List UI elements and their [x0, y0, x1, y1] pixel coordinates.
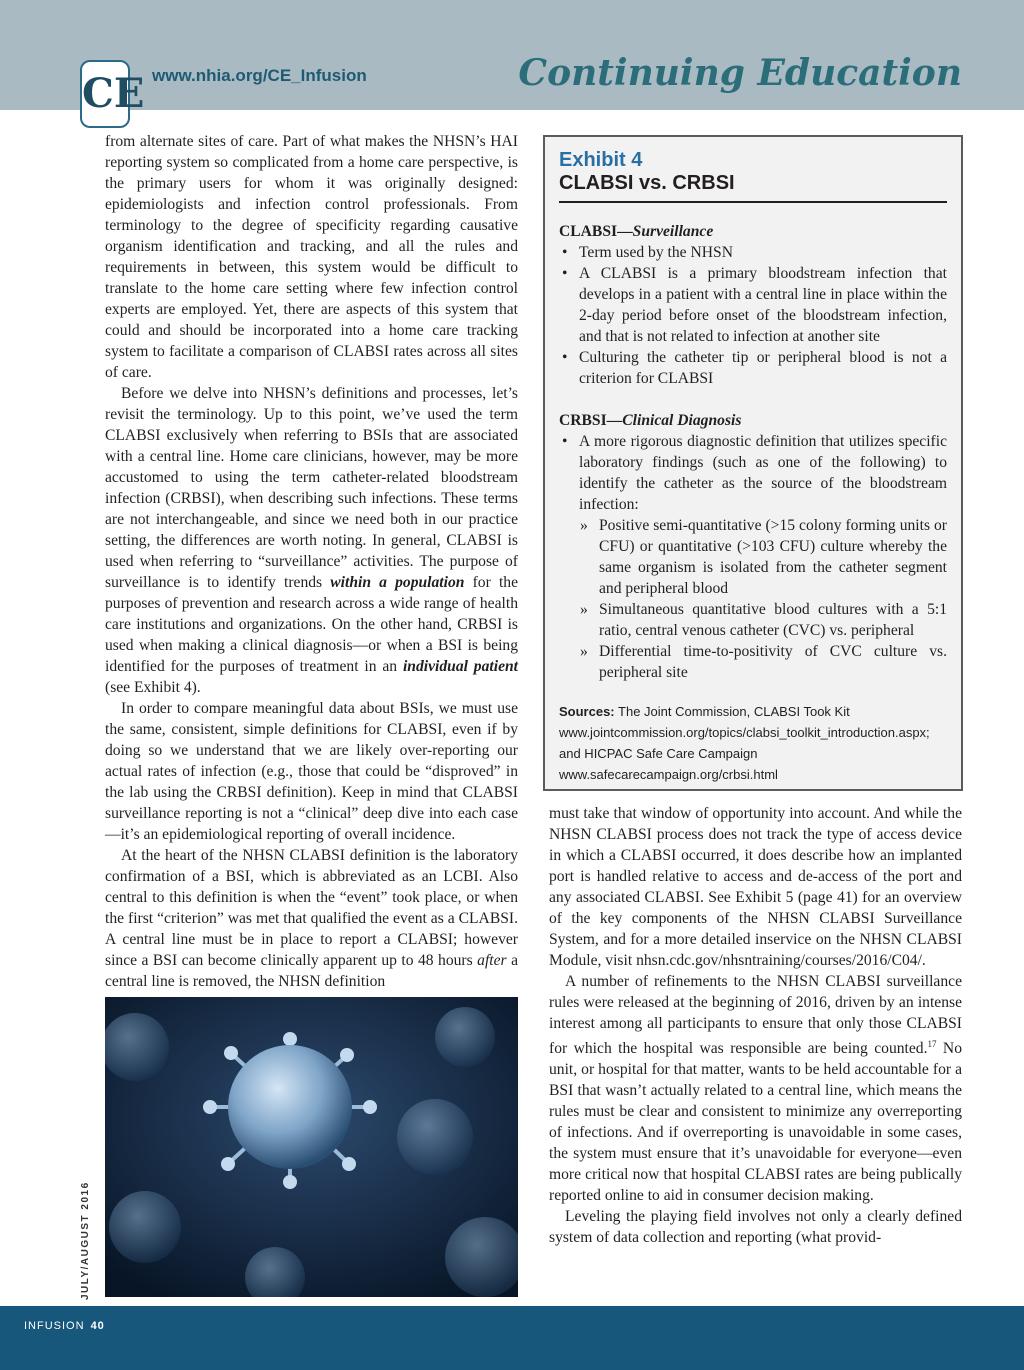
bullet-icon: • — [562, 433, 568, 450]
chevron-right-icon: » — [580, 643, 588, 660]
clabsi-heading: CLABSI—Surveillance — [559, 223, 714, 240]
paragraph: A number of refinements to the NHSN CLABSI surveillance rules were released at the beginning of 2016, driven by an intense interest among all participants to ensure that only those CLABSI for which the hospital was responsible are being counted.$^{17}$ No unit, or hospital for that matter, wants to be held accountable for a BSI that wasn’t actually related to a central line, which means the rules must be clear and consistent to minimize any overreporting of infections. And if overreporting is unavoidable in some cases, the system must ensure that it’s unavoidable for everyone—even more critical now that hospital CLABSI rates are being publically reported online to aid in consumer decision making. — [549, 973, 962, 1205]
left-column — [105, 131, 518, 992]
issue-date: JULY/AUGUST 2016 — [80, 1181, 91, 1300]
clabsi-list — [559, 242, 947, 389]
logo-glyph: CE — [82, 70, 145, 117]
footnote-ref: 17 — [927, 1039, 937, 1049]
crbsi-sublist — [579, 515, 947, 683]
exhibit-subtitle: CLABSI vs. CRBSI — [559, 171, 947, 203]
sublist-item: » Simultaneous quantitative blood cultures with a 5:1 ratio, central venous catheter (CVC) vs. peripheral — [580, 601, 947, 639]
site-url-link[interactable]: www.nhia.org/CE_Infusion — [152, 66, 367, 85]
bullet-icon: • — [562, 244, 568, 261]
exhibit-box — [543, 135, 963, 791]
paragraph: Before we delve into NHSN’s definitions and processes, let’s revisit the terminology. Up to this point, we’ve used the term CLABSI exclusively when referring to BSIs that are associated with a central line. Home care clinicians, however, may be more accustomed to using the term catheter-related bloodstream infection (CRBSI), when describing such infections. These terms are not interchangeable, and since we need both in our practice setting, the differences are worth noting. In general, CLABSI is used when referring to “surveillance” activities. The purpose of surveillance is to identify trends within a population for the purposes of prevention and research across a wide range of health care institutions and organizations. On the other hand, CRBSI is used when making a clinical diagnosis—or when a BSI is being identified for the purposes of treatment in an individual patient (see Exhibit 4). — [105, 385, 519, 696]
exhibit-sources: Sources: The Joint Commission, CLABSI Took Kit www.jointcommission.org/topics/clabsi_toolkit_introduction.aspx; and HICPAC Safe Care Campaign www.safecarecampaign.org/crbsi.html — [559, 704, 930, 782]
chevron-right-icon: » — [580, 601, 588, 618]
crbsi-heading: CRBSI—Clinical Diagnosis — [559, 412, 742, 429]
paragraph: must take that window of opportunity into account. And while the NHSN CLABSI process does not track the type of access device in which a CLABSI occurred, it does describe how an implanted port is handled relative to access and de-access of the port and any associated CLABSI. See Exhibit 5 (page 41) for an overview of the key components of the NHSN CLABSI Surveillance System, and for a more detailed inservice on the NHSN CLABSI Module, visit nhsn.cdc.gov/nhsntraining/courses/2016/C04/. — [549, 805, 962, 969]
page-number: 40 — [90, 1320, 105, 1332]
list-item: • A more rigorous diagnostic definition that utilizes specific laboratory findings (such as one of the following) to identify the catheter as the source of the bloodstream infection: » Positive semi-quantitative (>15 colony forming units or CFU) or quantitative (>103 CFU) culture whereby the same organism is isolated from the catheter segment and peripheral blood » Simultaneous quantitative blood cultures with a 5:1 ratio, central venous catheter (CVC) vs. peripheral » Differential time-to-positivity of CVC culture vs. peripheral site — [562, 433, 947, 681]
list-item: • A CLABSI is a primary bloodstream infection that develops in a patient with a central line in place within the 2-day period before onset of the bloodstream infection, and that is not related to infection at another site — [562, 265, 947, 345]
virus-image — [105, 997, 518, 1297]
exhibit-title: Exhibit 4 — [559, 149, 643, 171]
ce-logo — [80, 60, 145, 128]
chevron-right-icon: » — [580, 517, 588, 534]
sublist-item: » Positive semi-quantitative (>15 colony forming units or CFU) or quantitative (>103 CFU) culture whereby the same organism is isolated from the catheter segment and peripheral blood — [580, 517, 947, 597]
emphasis: individual patient — [402, 658, 518, 675]
emphasis: within a population — [330, 574, 465, 591]
bullet-icon: • — [562, 265, 568, 282]
paragraph: from alternate sites of care. Part of what makes the NHSN’s HAI reporting system so complicated from a home care perspective, is the primary users for whom it was originally designed: epidemiologists and infection control professionals. From terminology to the degree of specificity regarding causative organism identification and tracking, and all the rules and requirements in between, this system would be difficult to translate to the home care setting where few infection control experts are employed. Yet, there are aspects of this system that could and should be incorporated into a home care tracking system to facilitate a comparison of CLABSI rates across all sites of care. — [105, 133, 518, 381]
emphasis: after — [477, 952, 507, 969]
list-item: • Term used by the NHSN — [562, 244, 733, 261]
crbsi-list — [559, 431, 947, 683]
right-column — [549, 803, 962, 1248]
sublist-item: » Differential time-to-positivity of CVC culture vs. peripheral site — [580, 643, 947, 681]
paragraph: At the heart of the NHSN CLABSI definition is the laboratory confirmation of a BSI, which is abbreviated as an LCBI. Also central to this definition is when the “event” took place, or when the first “criterion” was met that qualified the event as a CLABSI. A central line must be in place to report a CLABSI; however since a BSI can become clinically apparent up to 48 hours after a central line is removed, the NHSN definition — [105, 847, 518, 990]
bullet-icon: • — [562, 349, 568, 366]
page-footer — [0, 1306, 1024, 1370]
magazine-name: INFUSION — [24, 1320, 85, 1332]
paragraph: In order to compare meaningful data about BSIs, we must use the same, consistent, simple definitions for CLABSI, even if by doing so we understand that we are likely over-reporting our actual rates of infection (e.g., those that could be “disproved” in the lab using the CRBSI definition). Keep in mind that CLABSI surveillance reporting is not a “clinical” deep dive into each case—it’s an epidemiological reporting of overall incidence. — [105, 700, 518, 843]
list-item: • Culturing the catheter tip or peripheral blood is not a criterion for CLABSI — [562, 349, 947, 387]
section-title: Continuing Education — [518, 52, 962, 94]
paragraph: Leveling the playing field involves not only a clearly defined system of data collection and reporting (what provid- — [549, 1208, 962, 1247]
footer-label — [24, 1320, 105, 1332]
